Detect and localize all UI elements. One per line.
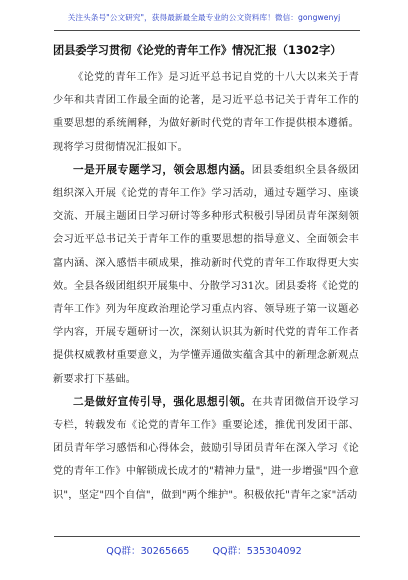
qq-group-2: QQ群：535304092 [212,546,302,557]
paragraph-lead: 二是做好宣传引导，强化思想引领。 [73,395,252,408]
footer-divider [54,536,360,537]
paragraph-publicity [53,391,359,507]
header-divider [54,30,360,31]
header-promo-note: 关注头条号"公文研究"，获得最新最全最专业的公文资料库！微信：gongwenyj [67,13,341,22]
paragraph-text: 《论党的青年工作》是习近平总书记自党的十八大以来关于青少年和共青团工作最全面的论著，是习近平总书记关于青年工作的重要思想的系统阐释，为做好新时代党的青年工作提供根本遵循。现将学习贯彻情况汇报如下。 [53,72,359,153]
paragraph-lead: 一是开展专题学习，领会思想内涵。 [73,163,252,176]
document-body [53,66,359,507]
paragraph-text: 团县委组织全县各级团组织深入开展《论党的青年工作》学习活动，通过专题学习、座谈交流、开展主题团日学习研讨等多种形式积极引导团员青年深刻领会习近平总书记关于青年工作的重要思想的指导意义、全面领会丰富内涵、深入感悟丰硕成果，推动新时代党的青年工作取得更大实效。全县各级团组织开展集中、分散学习31次。团县委将《论党的青年工作》列为年度政治理论学习重点内容、领导班子第一议题必学内容，开展专题研讨一次，深刻认识其为新时代党的青年工作者提供权威教材重要意义，为学懂弄通做实蕴含其中的新理念新观点新要求打下基础。 [53,164,360,385]
qq-group-1: QQ群：30265665 [106,546,190,557]
footer-promo [0,543,408,557]
paragraph-text: 在共青团微信开设学习专栏，转载发布《论党的青年工作》重要论述，推优刊发团干部、团员青年学习感悟和心得体会，鼓励引导团员青年在深入学习《论党的青年工作》中解锁成长成才的"精神力量"，进一步增强"四个意识"，坚定"四个自信"，做到"两个维护"。积极依托"青年之家"活动 [53,396,360,501]
paragraph-intro [53,66,359,159]
paragraph-special-study [53,159,359,391]
document-title: 团县委学习贯彻《论党的青年工作》情况汇报（1302字） [53,44,342,57]
